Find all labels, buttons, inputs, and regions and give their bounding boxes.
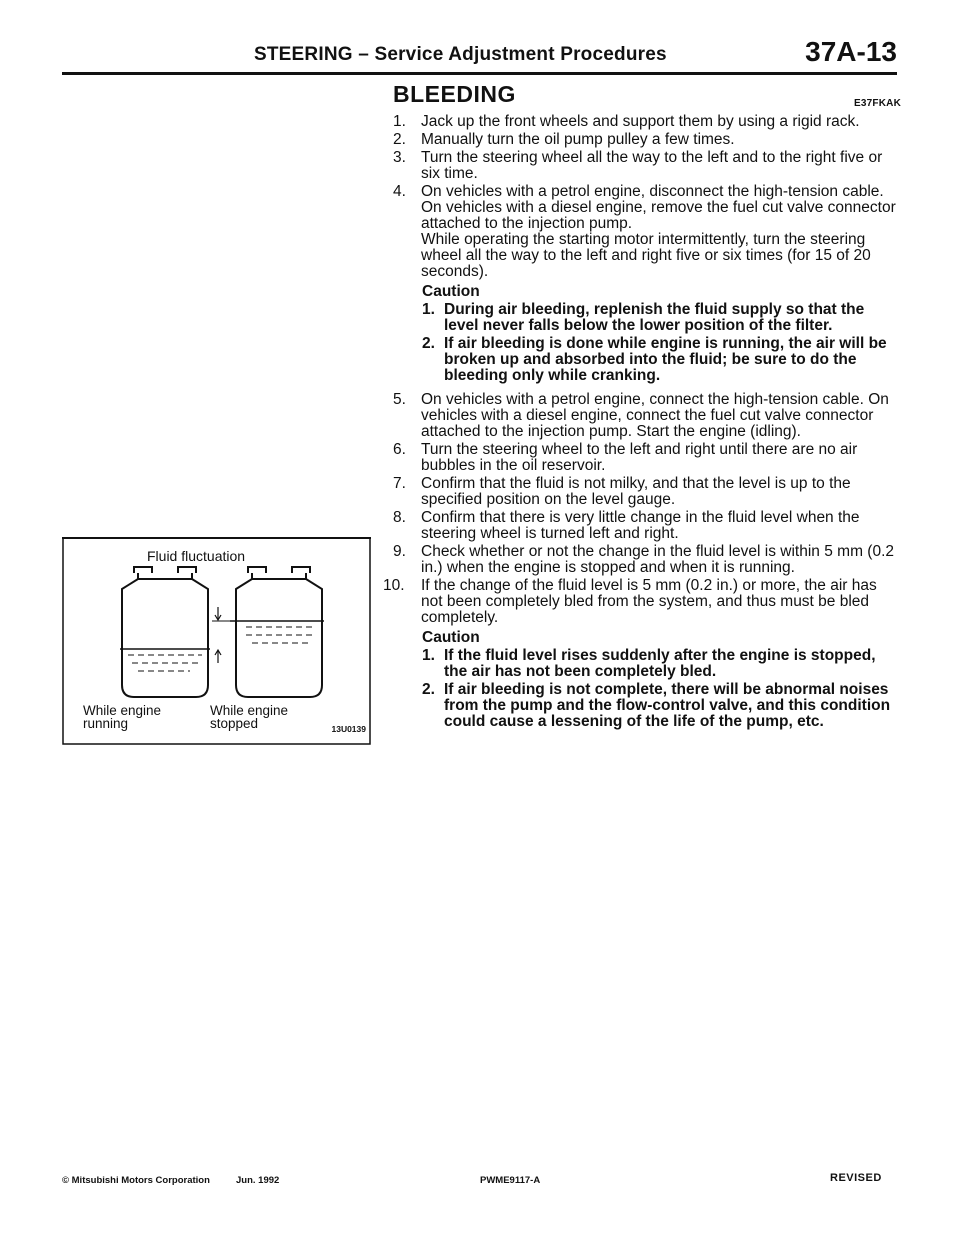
- caution-item: [422, 648, 901, 680]
- step-item: [393, 150, 901, 182]
- step-item: [393, 392, 901, 440]
- step-item: [393, 510, 901, 542]
- caution-box-2: [422, 630, 901, 730]
- section-code: E37FKAK: [854, 98, 901, 109]
- step-item: [393, 114, 901, 130]
- footer-date: Jun. 1992: [236, 1175, 280, 1186]
- steps-list-1: [393, 114, 901, 280]
- step-number: 4.: [393, 183, 406, 200]
- label-engine-stopped: While engine stopped: [210, 703, 289, 731]
- caution-text: During air bleeding, replenish the fluid supply so that the level never falls below the lower position of the filter.: [444, 301, 865, 334]
- section-heading: BLEEDING: [393, 81, 516, 107]
- step-number: 7.: [393, 475, 406, 492]
- step-text: If the change of the fluid level is 5 mm (0.2 in.) or more, the air has not been completely bled from the system, and thus must be bled completely.: [421, 577, 877, 626]
- step-text: Check whether or not the change in the fluid level is within 5 mm (0.2 in.) when the engine is stopped and when it is running.: [421, 543, 894, 576]
- bleeding-section: [383, 81, 901, 738]
- step-item: [393, 442, 901, 474]
- step-number: 5.: [393, 391, 406, 408]
- step-item: [393, 184, 901, 280]
- caution-text: If air bleeding is done while engine is running, the air will be broken up and absorbed into the fluid; be sure to do the bleeding only while cranking.: [444, 335, 887, 384]
- figure-code: 13U0139: [331, 724, 366, 734]
- step-text: Turn the steering wheel to the left and right until there are no air bubbles in the oil reservoir.: [421, 441, 858, 474]
- footer-copyright: © Mitsubishi Motors Corporation: [62, 1175, 210, 1186]
- caution-item: [422, 302, 901, 334]
- step-number: 6.: [393, 441, 406, 458]
- caution-item: [422, 682, 901, 730]
- steps-list-2: [383, 391, 901, 626]
- step-item: [383, 577, 901, 626]
- caution-box-1: [422, 284, 901, 384]
- section-title: [393, 81, 901, 114]
- step-text: On vehicles with a petrol engine, connect the high-tension cable. On vehicles with a diesel engine, connect the fuel cut valve connector attached to the injection pump. Start the engine (idling).: [421, 391, 889, 440]
- reservoir-left: [120, 567, 210, 697]
- step-number: 9.: [393, 543, 406, 560]
- step-text: Confirm that there is very little change in the fluid level when the steering wheel is turned left and right.: [421, 509, 860, 542]
- figure-title: Fluid fluctuation: [147, 548, 246, 564]
- caution-number: 1.: [422, 301, 435, 318]
- footer-publication-code: PWME9117-A: [480, 1175, 541, 1186]
- step-item: [393, 544, 901, 576]
- page-header: [62, 14, 897, 72]
- step-number: 3.: [393, 149, 406, 166]
- caution-item: [422, 336, 901, 384]
- step-text: Jack up the front wheels and support them by using a rigid rack.: [421, 113, 860, 130]
- label-engine-running: While engine running: [83, 703, 162, 731]
- header-rule: [62, 72, 897, 75]
- step-item: [393, 132, 901, 148]
- level-change-arrows: [212, 607, 230, 663]
- caution-number: 1.: [422, 647, 435, 664]
- step-item: [393, 476, 901, 508]
- step-text: On vehicles with a petrol engine, disconnect the high-tension cable. On vehicles with a diesel engine, remove the fuel cut valve connector attached to the injection pump.: [421, 183, 896, 232]
- caution-text: If the fluid level rises suddenly after the engine is stopped, the air has not been completely bled.: [444, 647, 876, 680]
- step-number: 8.: [393, 509, 406, 526]
- step-number: 1.: [393, 113, 406, 130]
- step-text: Manually turn the oil pump pulley a few times.: [421, 131, 735, 148]
- page-number: 37A-13: [805, 36, 897, 67]
- fluid-fluctuation-figure: [62, 537, 371, 746]
- caution-number: 2.: [422, 681, 435, 698]
- header-title: STEERING – Service Adjustment Procedures: [254, 44, 667, 65]
- reservoir-right: [230, 567, 324, 697]
- step-text: While operating the starting motor intermittently, turn the steering wheel all the way to the left and right five or six times (for 15 of 20 seconds).: [421, 231, 871, 280]
- step-text: Turn the steering wheel all the way to the left and to the right five or six time.: [421, 149, 883, 182]
- caution-heading: Caution: [422, 629, 480, 646]
- caution-heading: Caution: [422, 283, 480, 300]
- footer-revised: REVISED: [830, 1172, 882, 1184]
- step-number: 10.: [383, 577, 405, 594]
- caution-text: If air bleeding is not complete, there will be abnormal noises from the pump and the flow-control valve, and this condition could cause a lessening of the life of the pump, etc.: [444, 681, 891, 730]
- step-number: 2.: [393, 131, 406, 148]
- step-text: Confirm that the fluid is not milky, and that the level is up to the specified position on the level gauge.: [421, 475, 851, 508]
- caution-number: 2.: [422, 335, 435, 352]
